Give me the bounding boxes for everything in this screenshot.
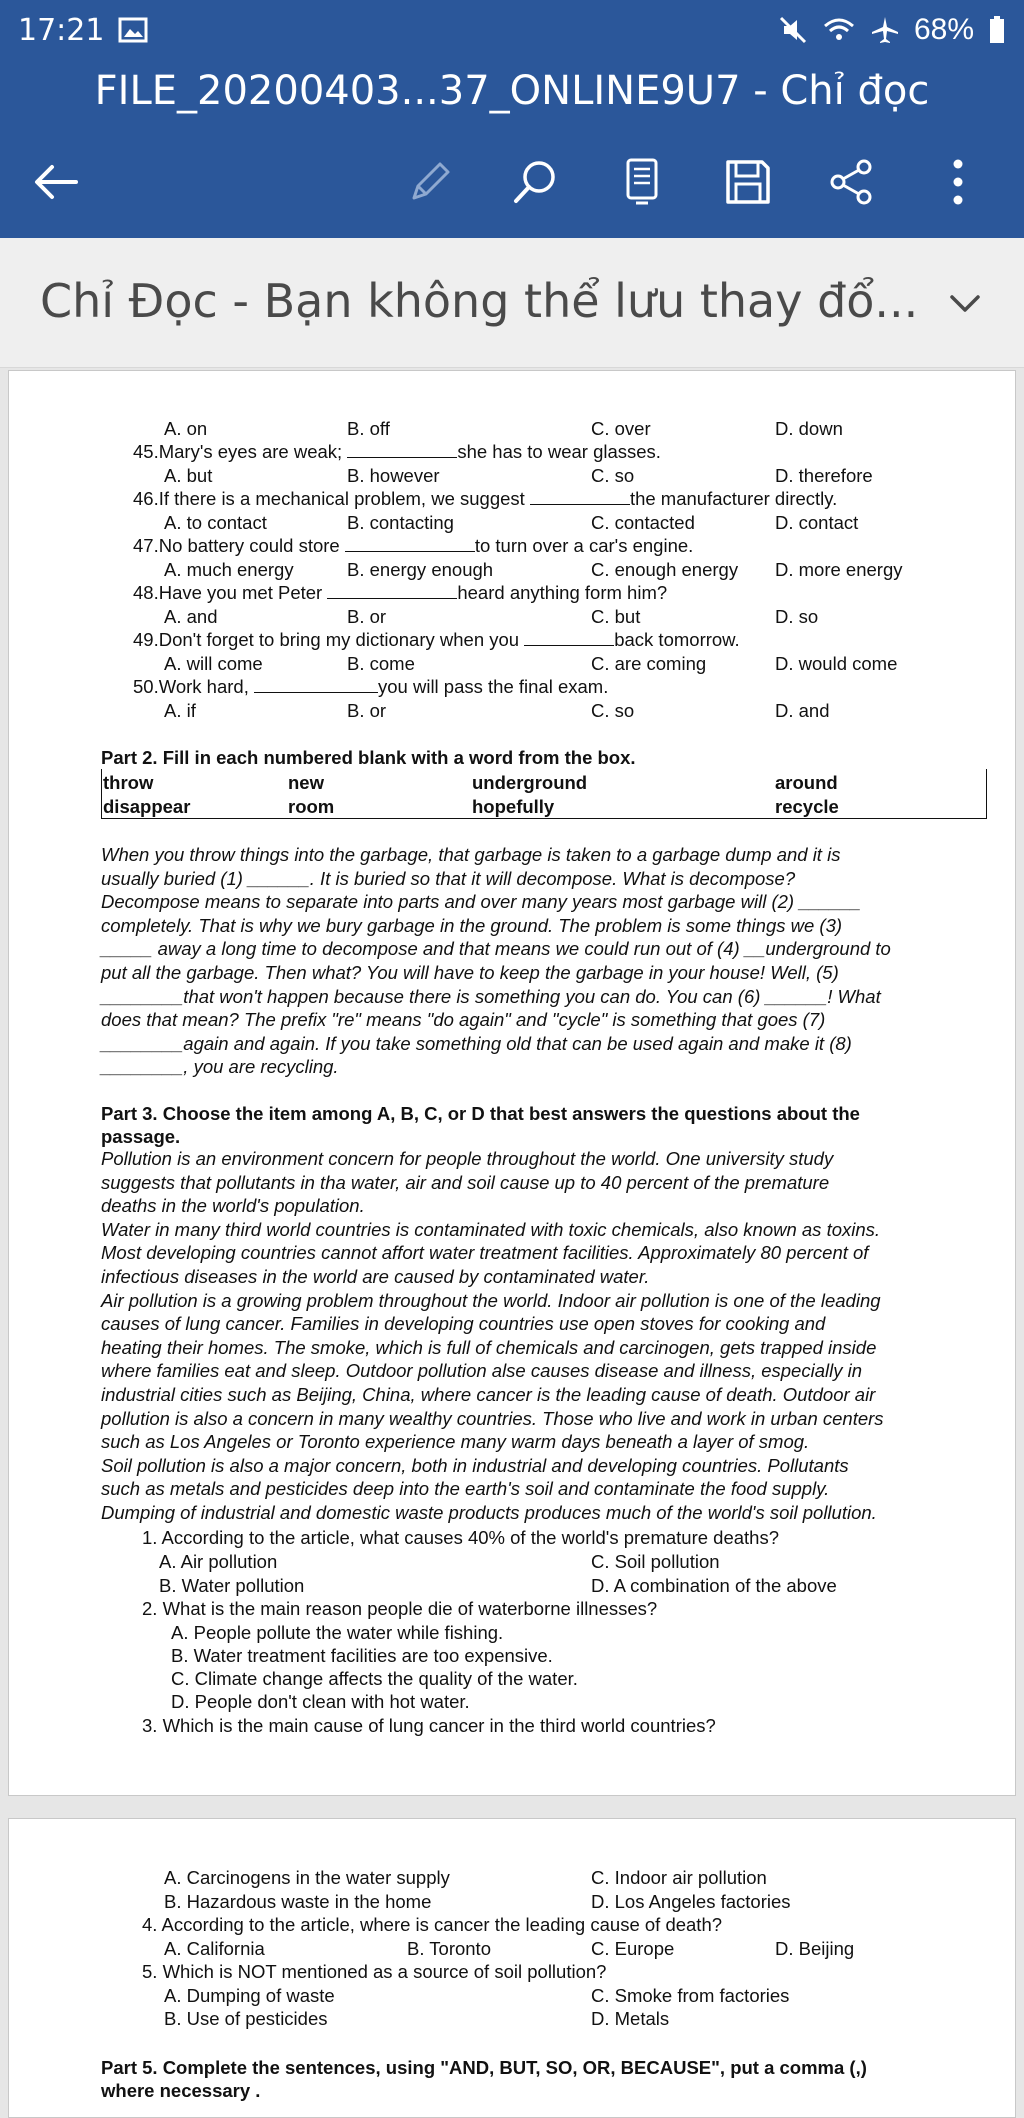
passage-line: where families eat and sleep. Outdoor pollution alse causes disease and illness, especially in — [101, 1360, 862, 1382]
passage-line: Decompose means to separate into parts and over many years most garbage will (2) ______ — [101, 891, 861, 913]
option: D. Metals — [591, 2008, 670, 2029]
battery-icon — [988, 15, 1006, 45]
part2-heading: Part 2. Fill in each numbered blank with a word from the box. — [101, 747, 636, 768]
option: B. energy enough — [347, 559, 494, 580]
option: A. People pollute the water while fishing. — [171, 1622, 504, 1643]
question-45: 45.Mary's eyes are weak; she has to wear glasses. — [133, 441, 661, 462]
passage-line: Dumping of industrial and domestic waste products produces much of the world's soil pollution. — [101, 1501, 877, 1523]
passage-line: Most developing countries cannot affort water treatment facilities. Approximately 80 percent of — [101, 1242, 869, 1264]
box-word: room — [288, 796, 335, 817]
read-only-banner[interactable] — [0, 238, 1024, 368]
document-title: FILE_20200403...37_ONLINE9U7 - Chỉ đọc — [94, 68, 930, 114]
option: C. so — [591, 465, 635, 486]
back-arrow-icon[interactable] — [24, 150, 88, 214]
passage-line: infectious diseases in the world are caused by contaminated water. — [101, 1265, 650, 1287]
airplane-mode-icon — [870, 15, 900, 45]
passage-line: causes of lung cancer. Families in developing countries use open stoves for cooking and — [101, 1313, 826, 1335]
box-word: disappear — [103, 796, 191, 817]
option: D. so — [775, 606, 819, 627]
option: A. on — [164, 418, 208, 439]
option: B. or — [347, 700, 387, 721]
toolbar — [0, 150, 1024, 214]
option: B. off — [347, 418, 390, 439]
passage-line: such as metals and pesticides deep into the earth's soil and contaminate the food supply. — [101, 1478, 830, 1500]
box-word: recycle — [775, 796, 839, 817]
part2-passage — [101, 843, 979, 1079]
passage-line: Soil pollution is also a major concern, both in industrial and developing countries. Pollutants — [101, 1454, 849, 1476]
passage-line: ________that won't happen because there is something you can do. You can (6) ______! What — [101, 985, 881, 1007]
part3-question-4: 4. According to the article, where is cancer the leading cause of death? — [142, 1914, 723, 1935]
passage-line: Air pollution is a growing problem throughout the world. Indoor air pollution is one of the leading — [101, 1289, 881, 1311]
option: D. down — [775, 418, 843, 439]
read-only-banner-text: Chỉ Đọc - Bạn không thể lưu thay đổ... — [40, 274, 919, 328]
option: C. Indoor air pollution — [591, 1867, 767, 1888]
save-icon[interactable] — [716, 150, 780, 214]
option: A. California — [164, 1938, 265, 1959]
battery-percent: 68% — [913, 13, 974, 46]
part3-question-1: 1. According to the article, what causes 40% of the world's premature deaths? — [142, 1527, 779, 1548]
passage-line: When you throw things into the garbage, that garbage is taken to a garbage dump and it is — [101, 844, 841, 865]
box-word: around — [775, 772, 838, 793]
option: C. but — [591, 606, 641, 627]
more-icon[interactable] — [926, 150, 990, 214]
option: B. Hazardous waste in the home — [164, 1891, 432, 1912]
option: B. Water pollution — [159, 1575, 305, 1596]
option: C. Climate change affects the quality of the water. — [171, 1668, 578, 1689]
option: A. to contact — [164, 512, 267, 533]
box-word: throw — [103, 772, 154, 793]
option: C. contacted — [591, 512, 695, 533]
question-49: 49.Don't forget to bring my dictionary when you back tomorrow. — [133, 629, 740, 650]
passage-line: ________again and again. If you take something old that can be used again and make it (8) — [101, 1032, 852, 1054]
question-46: 46.If there is a mechanical problem, we suggest the manufacturer directly. — [133, 488, 838, 509]
option: B. however — [347, 465, 440, 486]
passage-line: such as Los Angeles or Toronto experience many warm days beneath a layer of smog. — [101, 1431, 810, 1453]
question-50: 50.Work hard, you will pass the final exam. — [133, 676, 609, 697]
option: D. contact — [775, 512, 859, 533]
status-time: 17:21 — [18, 12, 105, 48]
option: A. Carcinogens in the water supply — [164, 1867, 450, 1888]
part3-question-3: 3. Which is the main cause of lung cancer in the third world countries? — [142, 1715, 716, 1736]
part5-heading: Part 5. Complete the sentences, using "AND, BUT, SO, OR, BECAUSE", put a comma (,) — [101, 2057, 867, 2078]
option: D. therefore — [775, 465, 873, 486]
part3-heading: Part 3. Choose the item among A, B, C, or D that best answers the questions about the — [101, 1103, 860, 1124]
question-48: 48.Have you met Peter heard anything form him? — [133, 582, 668, 603]
option: B. or — [347, 606, 387, 627]
option: C. Europe — [591, 1938, 675, 1959]
box-word: hopefully — [472, 796, 555, 817]
option: D. Beijing — [775, 1938, 855, 1959]
part3-question-2: 2. What is the main reason people die of waterborne illnesses? — [142, 1598, 658, 1619]
passage-line: put all the garbage. Then what? You will have to keep the garbage in your house! Well, (5) — [101, 961, 839, 983]
option: D. more energy — [775, 559, 903, 580]
passage-line: does that mean? The prefix "re" means "do again" and "cycle" is something that goes (7) — [101, 1009, 826, 1031]
passage-line: ________, you are recycling. — [101, 1056, 339, 1078]
part3-question-5: 5. Which is NOT mentioned as a source of soil pollution? — [142, 1961, 607, 1982]
option: A. will come — [164, 653, 263, 674]
gallery-notification-icon — [118, 16, 148, 44]
option: B. Use of pesticides — [164, 2008, 328, 2029]
part3-passage — [101, 1147, 979, 1525]
passage-line: completely. That is why we bury garbage in the ground. The problem is some things we (3) — [101, 914, 843, 936]
option: A. Dumping of waste — [164, 1985, 335, 2006]
option: C. enough energy — [591, 559, 739, 580]
option: C. so — [591, 700, 635, 721]
app-bar — [0, 0, 1024, 238]
option: D. A combination of the above — [591, 1575, 837, 1596]
passage-line: _____ away a long time to decompose and that means we could run out of (4) __underground to — [101, 938, 891, 960]
option: A. much energy — [164, 559, 294, 580]
status-bar — [18, 10, 1006, 50]
option: A. Air pollution — [159, 1551, 278, 1572]
option: D. and — [775, 700, 830, 721]
option: D. People don't clean with hot water. — [171, 1691, 470, 1712]
passage-line: Pollution is an environment concern for people throughout the world. One university study — [101, 1148, 834, 1169]
option: A. and — [164, 606, 218, 627]
search-icon[interactable] — [504, 150, 568, 214]
box-word: new — [288, 772, 324, 793]
option: C. over — [591, 418, 651, 439]
share-icon[interactable] — [820, 150, 884, 214]
option: D. Los Angeles factories — [591, 1891, 791, 1912]
wifi-icon — [822, 15, 856, 45]
passage-line: usually buried (1) ______. It is buried so that it will decompose. What is decompose? — [101, 867, 796, 889]
passage-line: suggests that pollutants in tha water, air and soil cause up to 40 percent of the premature — [101, 1171, 830, 1193]
part5-heading-cont: where necessary . — [101, 2080, 261, 2101]
option: C. Soil pollution — [591, 1551, 720, 1572]
passage-line: pollution is also a concern in many wealthy countries. Those who live and work in urban centers — [101, 1407, 884, 1429]
mute-icon — [778, 15, 808, 45]
part3-heading-cont: passage. — [101, 1126, 181, 1147]
document-page-2[interactable] — [8, 1818, 1016, 2118]
option: B. Toronto — [407, 1938, 491, 1959]
option: A. but — [164, 465, 213, 486]
option: A. if — [164, 700, 196, 721]
option: B. contacting — [347, 512, 454, 533]
document-page-1[interactable] — [8, 370, 1016, 1796]
passage-line: Water in many third world countries is contaminated with toxic chemicals, also known as toxins. — [101, 1218, 881, 1240]
reading-view-icon[interactable] — [610, 150, 674, 214]
option: B. Water treatment facilities are too expensive. — [171, 1645, 553, 1666]
box-word: underground — [472, 772, 588, 793]
option: C. are coming — [591, 653, 707, 674]
passage-line: deaths in the world's population. — [101, 1195, 365, 1217]
passage-line: industrial cities such as Beijing, China, where cancer is the leading cause of death. Outdoor air — [101, 1383, 876, 1405]
chevron-down-icon[interactable] — [942, 280, 988, 326]
question-47: 47.No battery could store to turn over a car's engine. — [133, 535, 694, 556]
option: D. would come — [775, 653, 898, 674]
option: B. come — [347, 653, 415, 674]
option: C. Smoke from factories — [591, 1985, 790, 2006]
passage-line: heating their homes. The smoke, which is full of chemicals and carcinogen, gets trapped inside — [101, 1336, 877, 1358]
pen-icon[interactable] — [398, 150, 462, 214]
